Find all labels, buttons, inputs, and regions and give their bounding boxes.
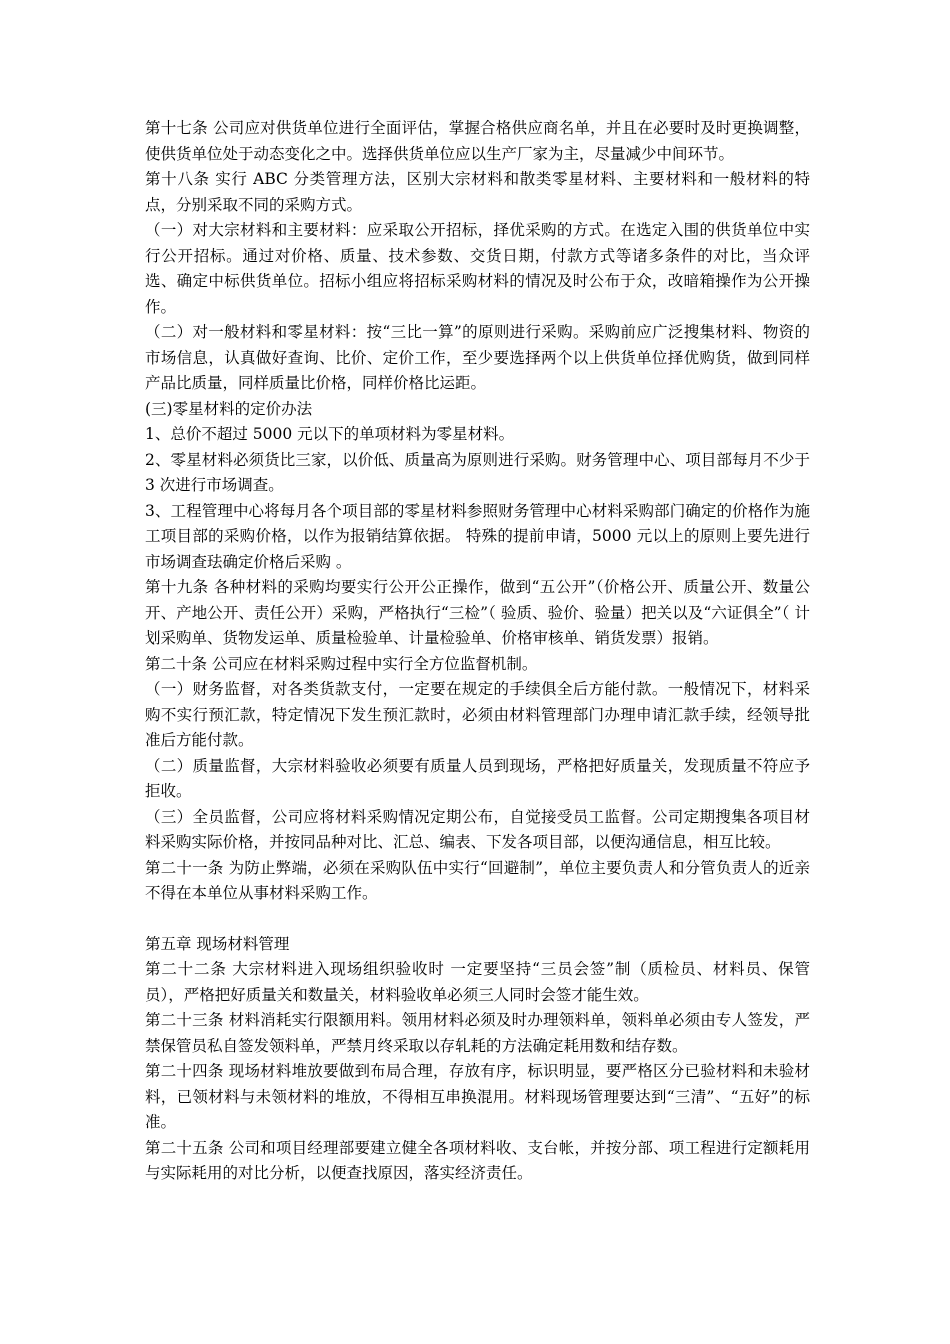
- article-22: 第二十二条 大宗材料进入现场组织验收时 一定要坚持“三员会签”制（质检员、材料员、保管员），严格把好质量关和数量关，材料验收单必须三人同时会签才能生效。: [145, 960, 810, 1004]
- article-18-item-3-heading: (三)零星材料的定价办法: [145, 399, 313, 418]
- article-23: 第二十三条 材料消耗实行限额用料。领用材料必须及时办理领料单，领料单必须由专人签发，严禁保管员私自签发领料单，严禁月终采取以存轧耗的方法确定耗用数和结存数。: [145, 1011, 810, 1055]
- article-25: 第二十五条 公司和项目经理部要建立健全各项材料收、支台帐，并按分部、项工程进行定额耗用与实际耗用的对比分析，以便查找原因，落实经济责任。: [145, 1138, 810, 1182]
- article-21: 第二十一条 为防止弊端，必须在采购队伍中实行“回避制”，单位主要负责人和分管负责人的近亲不得在本单位从事材料采购工作。: [145, 858, 810, 902]
- article-18: 第十八条 实行 ABC 分类管理方法，区别大宗材料和散类零星材料、主要材料和一般材料的特点，分别采取不同的采购方式。: [145, 170, 810, 214]
- section-spacer: [145, 907, 810, 932]
- article-20: 第二十条 公司应在材料采购过程中实行全方位监督机制。: [145, 654, 538, 673]
- article-20-item-2: （二）质量监督，大宗材料验收必须要有质量人员到现场，严格把好质量关，发现质量不符应予拒收。: [145, 756, 810, 800]
- article-24: 第二十四条 现场材料堆放要做到布局合理，存放有序，标识明显，要严格区分已验材料和未验材料，已领材料与未领材料的堆放，不得相互串换混用。材料现场管理要达到“三清”、“五好”的标准。: [145, 1062, 810, 1131]
- article-17: 第十七条 公司应对供货单位进行全面评估，掌握合格供应商名单，并且在必要时及时更换调整，使供货单位处于动态变化之中。选择供货单位应以生产厂家为主，尽量减少中间环节。: [145, 119, 810, 163]
- article-18-item-3-rule-3: 3、工程管理中心将每月各个项目部的零星材料参照财务管理中心材料采购部门确定的价格作为施工项目部的采购价格，以作为报销结算依据。 特殊的提前申请，5000 元以上的原则上要先进行市场调查珐确定价格后采购 。: [145, 501, 810, 571]
- article-19: 第十九条 各种材料的采购均要实行公开公正操作，做到“五公开”（价格公开、质量公开、数量公开、产地公开、责任公开）采购，严格执行“三检”（ 验质、验价、验量）把关以及“六证俱全”（ 计划采购单、货物发运单、质量检验单、计量检验单、价格审核单、销货发票）报销。: [145, 578, 810, 647]
- article-18-item-1: （一）对大宗材料和主要材料：应采取公开招标，择优采购的方式。在选定入围的供货单位中实行公开招标。通过对价格、质量、技术参数、交货日期，付款方式等诸多条件的对比，当众评选、确定中标供货单位。招标小组应将招标采购材料的情况及时公布于众，改暗箱操作为公开操作。: [145, 221, 810, 316]
- article-20-item-3: （三）全员监督，公司应将材料采购情况定期公布，自觉接受员工监督。公司定期搜集各项目材料采购实际价格，并按同品种对比、汇总、编表、下发各项目部，以便沟通信息，相互比较。: [145, 807, 810, 851]
- document-body: [145, 116, 810, 1187]
- article-18-item-3-rule-2: 2、零星材料必须货比三家，以价低、质量高为原则进行采购。财务管理中心、项目部每月不少于 3 次进行市场调查。: [145, 450, 810, 494]
- article-18-item-2: （二）对一般材料和零星材料：按“三比一算”的原则进行采购。采购前应广泛搜集材料、物资的市场信息，认真做好查询、比价、定价工作，至少要选择两个以上供货单位择优购货，做到同样产品比质量，同样质量比价格，同样价格比运距。: [145, 323, 810, 392]
- article-18-item-3-rule-1: 1、总价不超过 5000 元以下的单项材料为零星材料。: [145, 425, 515, 443]
- article-20-item-1: （一）财务监督，对各类货款支付，一定要在规定的手续俱全后方能付款。一般情况下，材料采购不实行预汇款，特定情况下发生预汇款时，必须由材料管理部门办理申请汇款手续，经领导批准后方能付款。: [145, 680, 810, 749]
- chapter-title: 第五章 现场材料管理: [145, 934, 290, 953]
